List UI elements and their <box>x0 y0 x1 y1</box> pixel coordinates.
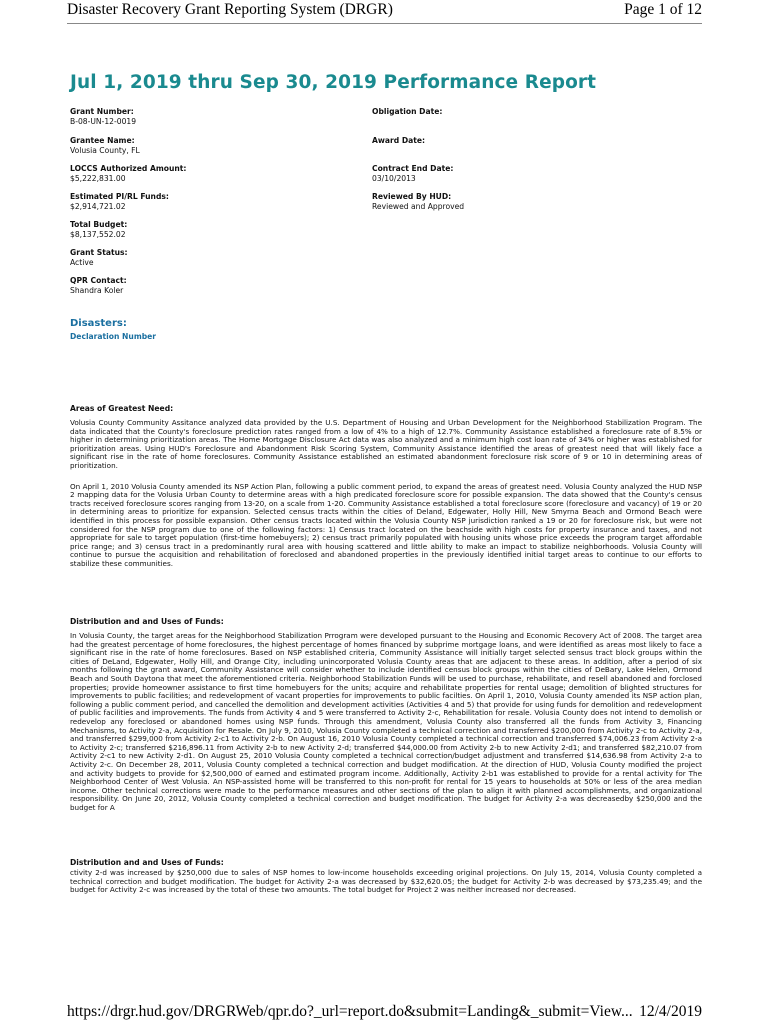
field-value: 03/10/2013 <box>372 174 416 183</box>
page-url: https://drgr.hud.gov/DRGRWeb/qpr.do?_url=report.do&submit=Landing&_submit=View... <box>67 1003 633 1020</box>
field-label: Grant Number: <box>70 107 134 116</box>
field-label: Reviewed By HUD: <box>372 192 452 201</box>
field-value: B-08-UN-12-0019 <box>70 117 137 126</box>
field-value: Volusia County, FL <box>70 146 140 155</box>
total-budget-field <box>70 220 127 240</box>
field-value: $5,222,831.00 <box>70 174 126 183</box>
grant-status-field <box>70 248 128 268</box>
disasters-heading: Disasters: <box>70 318 127 329</box>
section-heading: Distribution and and Uses of Funds: <box>70 858 224 867</box>
distribution-section <box>70 617 702 812</box>
grantee-name-field <box>70 136 140 156</box>
section-heading: Distribution and and Uses of Funds: <box>70 617 224 626</box>
print-date: 12/4/2019 <box>639 1003 702 1020</box>
loccs-amount-field <box>70 164 186 184</box>
field-value: $2,914,721.02 <box>70 202 126 211</box>
field-label: Total Budget: <box>70 220 128 229</box>
field-label: Award Date: <box>372 136 426 145</box>
areas-of-greatest-need-section <box>70 404 702 569</box>
field-label: QPR Contact: <box>70 276 127 285</box>
field-label: Grant Status: <box>70 248 128 257</box>
field-value: Reviewed and Approved <box>372 202 465 211</box>
field-label: LOCCS Authorized Amount: <box>70 164 187 173</box>
report-title: Jul 1, 2019 thru Sep 30, 2019 Performance Report <box>70 72 597 93</box>
field-value: Active <box>70 258 94 267</box>
section-paragraph: Volusia County Community Assitance analyzed data provided by the U.S. Department of Housing and Urban Development for the Neighborhood Stabilization Program. The data indicated that the County's foreclosure prediction rates ranged from a low of 4% to a high of 12.7%. Community Assistance established a foreclosure rate of 8.5% or higher in determining prioritization areas. The Home Mortgage Disclosure Act data was also analyzed and a minimum high cost loan rate of 34% or higher was established for prioritization areas. Using HUD's Foreclosure and Abandonment Risk Scoring System, Community Assistance identified the areas of greatest need that will likely face a significant rise in the rate of home foreclosures. Community Assistance established an estimated abandonment foreclosure risk score of 9 or 10 in determining areas of prioritization. <box>70 418 702 470</box>
field-label: Estimated PI/RL Funds: <box>70 192 169 201</box>
field-label: Obligation Date: <box>372 107 443 116</box>
declaration-number-label: Declaration Number <box>70 332 157 341</box>
system-title: Disaster Recovery Grant Reporting System (DRGR) <box>67 1 393 18</box>
obligation-date-field <box>372 107 442 117</box>
field-label: Contract End Date: <box>372 164 454 173</box>
grant-number-field <box>70 107 136 127</box>
section-paragraph: ctivity 2-d was increased by $250,000 due to sales of NSP homes to low-income households exceeding original projections. On July 15, 2014, Volusia County completed a technical correction and budget modification. The budget for Activity 2-a was decreased by $32,620.05; the budget for Activity 2-b was decreased by $73,235.49; and the budget for Activity 2-c was increased by the total of these two amounts. The total budget for Project 2 was neither increased nor decreased. <box>70 868 702 895</box>
qpr-contact-field <box>70 276 127 296</box>
header-divider <box>67 23 702 24</box>
reviewed-by-hud-field <box>372 192 464 212</box>
award-date-field <box>372 136 425 146</box>
page-number: Page 1 of 12 <box>624 1 702 18</box>
field-label: Grantee Name: <box>70 136 135 145</box>
distribution-continued-section <box>70 858 702 895</box>
field-value: Shandra Koler <box>70 286 124 295</box>
field-value: $8,137,552.02 <box>70 230 126 239</box>
estimated-funds-field <box>70 192 169 212</box>
section-heading: Areas of Greatest Need: <box>70 404 174 413</box>
contract-end-date-field <box>372 164 453 184</box>
section-paragraph: In Volusia County, the target areas for the Neighborhood Stabilization Prrogram were developed pursuant to the Housing and Economic Recovery Act of 2008. The target area had the greatest percentage of home foreclosures, the highest percentage of homes financed by subprime mortgage loans, and were identified as areas most likely to face a significant rise in the rate of home foreclosures. Based on NSP established criteria, Community Assistance will initially target selected sensus tract block groups within the cities of DeLand, Edgewater, Holly Hill, and Orange City, including unincorporated Volusia County areas that are adjacent to these areas. In addition, after a period of six months following the grant award, Community Assistance will consider whether to include identified census block groups within the cities of DeBary, Lake Helen, Ormond Beach and South Daytona that meet the aforementioned criteria. Neighborhood Stabilization Funds will be used to purchase, rehabilitate, and resell abandoned and forclosed properties; provide homeowner assistance to first time homebuyers for the units; acquire and rehabilitate properties for rental usage; demolition of blighted structures for improvements to public facilities; and redevelopment of vacant properties for improvements to public facilties. On April 1, 2010, Volusia County amended its NSP action plan, following a public comment period, and cancelled the demolition and development activities (Activities 4 and 5) that provide for using funds for demolition and redevelopment of public facilities and improvements. The funds from Activity 4 and 5 were transferred to Activity 2-c, Rehabilitation for resale. Volusia County does not intend to demolish or redevelop any foreclosed or abandoned homes using NSP funds. Through this amendment, Volusia County also transferred all the funds from Activity 3, Financing Mechanisms, to Activity 2-a, Acquisition for Resale. On July 9, 2010, Volusia County completed a technical correction and transferred $200,000 from Activity 2-c to Activity 2-a, and transferred $299,000 from Activity 2-c1 to Activity 2-b. On August 16, 2010 Volusia County completed a technical correction and transferred $74,006.23 from Activity 2-a to Activity 2-c; transferred $216,896.11 from Activity 2-b to new Activity 2-d; transferred $44,000.00 from Activity 2-b to new Activity 2-d1; and transferred $82,210.07 from Activity 2-c1 to new Activity 2-d1. On August 25, 2010 Volusia County completed a technical correction/budget adjustment and transferred $14,636.98 from Activity 2-a to Activity 2-c. On December 28, 2011, Volusia County completed a technical correction and budget modification. At the direction of HUD, Volusia County modified the project and activity budgets to provide for $2,500,000 of earned and estimated program income. Additionally, Activity 2-b1 was established to provide for a rental activity for The Neighborhood Center of West Volusia. An NSP-assisted home will be transferred to this non-profit for rental for 15 years to households at 50% or less of the area median income. Other technical corrections were made to the performance measures and other sections of the plan to align it with planned accomplishments, and organizational responsibility. On June 20, 2012, Volusia County completed a technical correction and budget modification. The budget for Activity 2-a was decreasedby $250,000 and the budget for A <box>70 631 702 812</box>
section-paragraph: On April 1, 2010 Volusia County amended its NSP Action Plan, following a public comment period, to expand the areas of greatest need. Volusia County analyzed the HUD NSP 2 mapping data for the Volusia Urban County to determine areas with a high predicated foreclosure score for possible expansion. The data showed that the County's census tracts received foreclosure scores ranging from 13-20, on a scale from 1-20. Community Assistance established a total foreclosure score (foreclosure and vacancy) of 19 or 20 in determining areas to prioritize for expansion. Selected census tracts within the cities of Deland, Edgewater, Holly Hill, New Smyrna Beach and Ormond Beach were identified in this process for possible expansion. Other census tracts located within the Volusia County NSP jurisdiction ranked a 19 or 20 for foreclosure risk, but were not considered for the NSP program due to one of the following factors: 1) Census tract located on the beachside with high costs for property insurance and taxes, and not appropriate for sale to target population (first-time homebuyers); 2) census tract primarily populated with housing units whose price exceeds the program target affordable price range; and 3) census tract in a predominantly rural area with housing scattered and little ability to make an impact to stabilize neighborhoods. Volusia County will continue to pursue the acquisition and rehabilitation of foreclosed and abandoned properties in the previously identified initial target areas to continue to our efforts to stabilize these communities. <box>70 481 702 568</box>
